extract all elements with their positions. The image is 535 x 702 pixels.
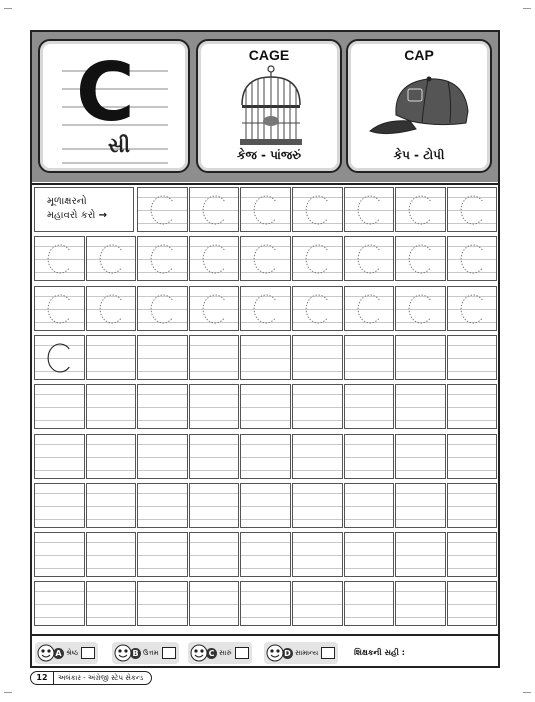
practice-cell[interactable] [86,236,137,281]
arrow-right-icon: → [98,210,108,221]
dotted-letter-c-icon [138,188,189,233]
practice-cell[interactable] [292,581,343,626]
grading-footer [32,634,498,666]
practice-cell[interactable] [395,187,446,232]
dotted-letter-c-icon [293,287,344,332]
practice-cell[interactable] [447,532,498,577]
practice-cell[interactable] [189,532,240,577]
practice-cell[interactable] [240,581,291,626]
dotted-letter-c-icon [190,237,241,282]
teacher-signature-label: શિક્ષકની સહી : [354,648,405,657]
practice-cell[interactable] [447,581,498,626]
practice-cell[interactable] [137,384,188,429]
practice-cell[interactable] [189,187,240,232]
practice-cell[interactable] [447,335,498,380]
practice-cell[interactable] [86,335,137,380]
cap-caption: કેપ - ટોપી [393,148,445,162]
dotted-letter-c-icon [241,188,292,233]
practice-cell[interactable] [447,187,498,232]
practice-cell[interactable] [344,384,395,429]
practice-cell[interactable] [292,384,343,429]
practice-cell[interactable] [189,581,240,626]
dotted-letter-c-icon [190,287,241,332]
grade-label: સારું [219,648,232,657]
letter-header-panel [32,32,498,182]
practice-cell[interactable] [189,434,240,479]
practice-row [32,185,498,234]
practice-cell[interactable] [344,335,395,380]
practice-cell[interactable] [34,335,85,380]
practice-cell[interactable] [34,236,85,281]
practice-cell[interactable] [292,187,343,232]
practice-cell[interactable] [86,384,137,429]
practice-cell[interactable] [86,483,137,528]
dotted-letter-c-icon [293,188,344,233]
practice-cell[interactable] [86,434,137,479]
dotted-letter-c-icon [448,237,499,282]
practice-cell[interactable] [395,384,446,429]
practice-cell[interactable] [189,384,240,429]
dotted-letter-c-icon [87,287,138,332]
dotted-letter-c-icon [345,188,396,233]
practice-cell[interactable] [344,187,395,232]
practice-cell[interactable] [189,335,240,380]
crop-mark-bottom-right [523,692,531,701]
dotted-letter-c-icon [87,237,138,282]
grade-letter: C [206,648,217,659]
practice-cell[interactable] [240,286,291,331]
practice-cell[interactable] [86,581,137,626]
practice-cell[interactable] [189,483,240,528]
practice-cell[interactable] [395,335,446,380]
bird-cage-icon [236,65,306,147]
grade-checkbox[interactable] [321,647,335,659]
practice-cell[interactable] [292,236,343,281]
practice-cell[interactable] [34,532,85,577]
practice-row [32,579,498,628]
practice-row [32,432,498,481]
page-number: 12 [31,672,54,684]
practice-cell[interactable] [395,532,446,577]
practice-cell[interactable] [395,581,446,626]
cage-title: CAGE [248,47,290,63]
grade-option-c[interactable] [188,642,252,664]
practice-cell[interactable] [344,581,395,626]
practice-cell[interactable] [137,286,188,331]
grade-checkbox[interactable] [235,647,249,659]
practice-cell[interactable] [344,483,395,528]
grade-option-d[interactable] [264,642,338,664]
book-title: અલંકાર - અંગ્રેજી સ્ટેપ સેકન્ડ [58,673,144,682]
practice-cell[interactable] [137,434,188,479]
dotted-letter-c-icon [138,237,189,282]
practice-cell[interactable] [240,483,291,528]
grade-label: સામાન્ય [295,648,319,657]
practice-cell[interactable] [344,286,395,331]
letter-card [38,39,190,173]
dotted-letter-c-icon [448,287,499,332]
practice-cell[interactable] [189,286,240,331]
practice-cell[interactable] [137,532,188,577]
dotted-letter-c-icon [345,237,396,282]
grade-option-a[interactable] [35,642,98,664]
practice-cell[interactable] [34,384,85,429]
practice-cell[interactable] [292,335,343,380]
practice-cell[interactable] [292,434,343,479]
practice-row [32,234,498,283]
practice-cell[interactable] [240,335,291,380]
practice-cell[interactable] [240,434,291,479]
cap-title: CAP [404,47,434,63]
practice-cell[interactable] [240,384,291,429]
grade-checkbox[interactable] [162,647,176,659]
practice-cell[interactable] [344,434,395,479]
practice-cell[interactable] [137,483,188,528]
dotted-letter-c-icon [396,188,447,233]
practice-cell[interactable] [137,236,188,281]
practice-row [32,382,498,431]
smiley-face-icon [266,644,288,662]
dotted-letter-c-icon [345,287,396,332]
practice-cell[interactable] [447,384,498,429]
practice-cell[interactable] [447,286,498,331]
practice-cell[interactable] [447,434,498,479]
instruction-line-2: મહાવરો કરો [47,210,96,221]
dotted-letter-c-icon [138,287,189,332]
instruction-line-1: મૂળાક્ષરનો [47,196,87,207]
practice-grid [32,183,498,630]
practice-cell[interactable] [395,286,446,331]
cap-icon [366,71,476,141]
grade-label: શ્રેષ્ઠ [66,648,79,657]
crop-mark-bottom-left [4,692,12,701]
dotted-letter-c-icon [190,188,241,233]
practice-cell[interactable] [395,236,446,281]
dotted-letter-c-icon [241,287,292,332]
dotted-letter-c-icon [35,287,86,332]
dotted-letter-c-icon [241,237,292,282]
dotted-letter-c-icon [396,287,447,332]
cage-card [196,39,342,173]
practice-cell[interactable] [447,236,498,281]
practice-cell[interactable] [292,286,343,331]
dotted-letter-c-icon [293,237,344,282]
dotted-letter-c-icon [35,237,86,282]
grade-label: ઉત્તમ [143,648,159,657]
practice-row [32,530,498,579]
practice-cell[interactable] [240,187,291,232]
practice-cell[interactable] [240,532,291,577]
page-footer-bar [30,671,152,685]
cap-card [346,39,492,173]
practice-cell[interactable] [189,236,240,281]
cage-caption: કેજ - પાંજરું [236,148,302,162]
practice-cell[interactable] [395,483,446,528]
practice-cell[interactable] [86,532,137,577]
grade-letter: D [282,648,293,659]
solid-letter-c-icon [35,336,86,381]
practice-cell[interactable] [34,581,85,626]
grade-letter: A [53,648,64,659]
letter-gujarati-name: સી [108,133,130,157]
practice-cell[interactable] [137,187,188,232]
practice-cell[interactable] [292,483,343,528]
grade-option-b[interactable] [112,642,179,664]
dotted-letter-c-icon [396,237,447,282]
smiley-face-icon [190,644,212,662]
crop-mark-top-left [4,8,12,17]
practice-row [32,333,498,382]
smiley-face-icon [37,644,59,662]
smiley-face-icon [114,644,136,662]
practice-cell[interactable] [344,236,395,281]
grade-checkbox[interactable] [81,647,95,659]
practice-cell[interactable] [34,483,85,528]
practice-cell[interactable] [240,236,291,281]
practice-cell[interactable] [292,532,343,577]
practice-cell[interactable] [34,434,85,479]
dotted-letter-c-icon [448,188,499,233]
practice-cell[interactable] [34,286,85,331]
big-letter: C [76,46,135,139]
practice-row [32,284,498,333]
crop-mark-top-right [523,8,531,17]
grade-letter: B [130,648,141,659]
practice-row [32,481,498,530]
practice-cell[interactable] [137,581,188,626]
practice-cell[interactable] [344,532,395,577]
practice-cell[interactable] [137,335,188,380]
practice-cell[interactable] [447,483,498,528]
practice-cell[interactable] [395,434,446,479]
practice-cell[interactable] [86,286,137,331]
